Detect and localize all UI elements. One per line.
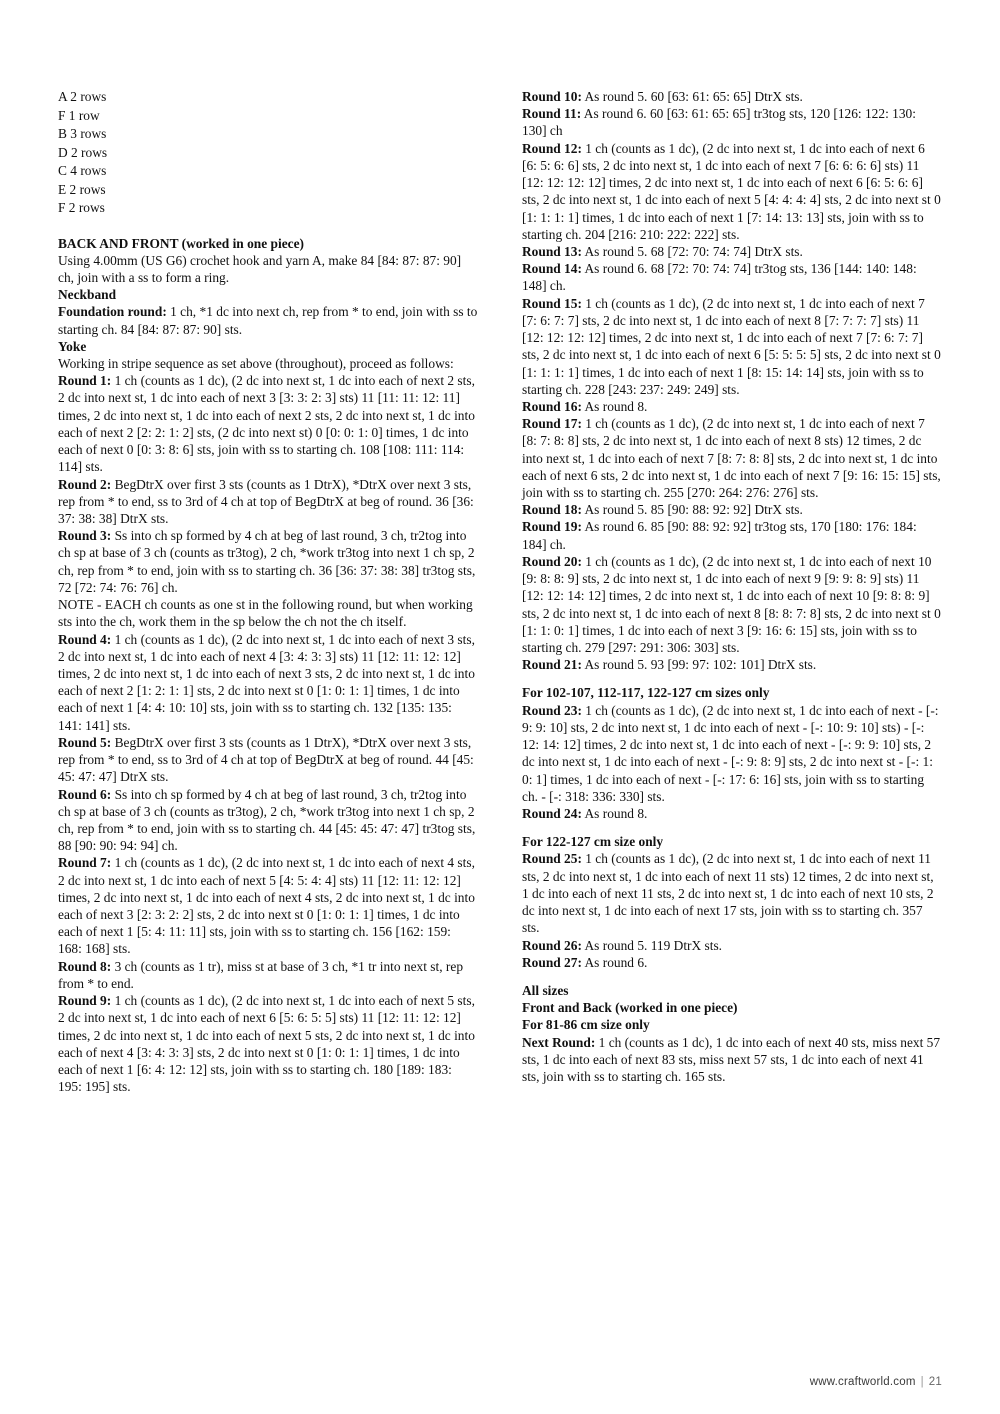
round-label: Round 20: (522, 553, 582, 569)
round-text: As round 6. 85 [90: 88: 92: 92] tr3tog sts, 170 [180: 176: 184: 184] ch. (522, 519, 917, 552)
list-item: F 1 row (58, 107, 100, 123)
round-text: 1 ch (counts as 1 dc), (2 dc into next st, 1 dc into each of next 10 [9: 8: 8: 9] sts, 2 dc into next st, 1 dc into each of next 9 [9: 9: 8: 9] sts) 11 [12: 12: 14: 12] times, 2 dc into next st, 1 dc into each of next 10 [9: 8: 8: 9] sts, 2 dc into next st, 1 dc into each of next 8 [8: 8: 7: 8] sts, 2 dc into next st 0 [1: 1: 0: 1] times, 1 dc into each of next 3 [9: 16: 6: 15] sts, join with ss to starting ch. 279 [297: 291: 306: 303] sts. (522, 553, 941, 655)
round-text: 1 ch (counts as 1 dc), (2 dc into next st, 1 dc into each of next 2 sts, 2 dc into next st, 1 dc into each of next 3 [3: 3: 2: 3] sts) 11 [11: 11: 12: 11] times, 2 dc into next st, 1 dc into each of next 2 sts, 2 dc into next st, 1 dc into each of next 2 [2: 2: 1: 2] sts, (2 dc into next st) 0 [0: 0: 1: 0] times, 1 dc into each of next 0 [0: 3: 8: 6] sts, join with ss to starting ch. 108 [108: 111: 114: 114] sts. (58, 373, 475, 475)
round-label: Round 23: (522, 702, 582, 718)
round-text: 1 ch (counts as 1 dc), (2 dc into next st, 1 dc into each of next 11 sts, 2 dc into next st, 1 dc into each of next 11 sts) 12 times, 2 dc into next st, 1 dc into each of next 11 sts, 2 dc into next st, 1 dc into each of next 10 sts, 2 dc into next st, 1 dc into each of next 17 sts, join with ss to starting ch. 357 sts. (522, 851, 934, 936)
list-item: B 3 rows (58, 126, 107, 141)
round-paragraph (522, 518, 942, 552)
round-text: Ss into ch sp formed by 4 ch at beg of last round, 3 ch, tr2tog into ch sp at base of 3 ch (counts as tr3tog), 2 ch, *work tr3tog into next 1 ch sp, 2 ch, rep from * to end, join with ss to starting ch. 36 [36: 37: 38: 38] tr3tog sts, 72 [72: 74: 76: 76] ch. (58, 528, 476, 595)
heading-front-and-back: Front and Back (worked in one piece) (522, 1000, 738, 1016)
round-label: Round 26: (522, 937, 582, 953)
round-paragraph (522, 295, 942, 398)
round-text: As round 5. 60 [63: 61: 65: 65] DtrX sts. (581, 89, 803, 104)
heading-back-and-front: BACK AND FRONT (worked in one piece) (58, 235, 304, 251)
round-paragraph (522, 398, 942, 415)
round-label: Round 4: (58, 631, 112, 647)
round-paragraph (522, 553, 942, 656)
round-paragraph (58, 527, 478, 596)
round-paragraph (522, 260, 942, 294)
round-label: Round 8: (58, 958, 112, 974)
heading-yoke: Yoke (58, 338, 87, 354)
round-text: As round 5. 85 [90: 88: 92: 92] DtrX sts. (581, 502, 803, 518)
round-label: Round 11: (522, 106, 582, 122)
round-paragraph (58, 786, 478, 855)
round-label: Round 17: (522, 416, 582, 432)
stripe-sequence-list (58, 88, 478, 218)
heading-size-122-127: For 122-127 cm size only (522, 834, 664, 850)
round-text: As round 5. 119 DtrX sts. (581, 937, 723, 953)
list-item: E 2 rows (58, 181, 106, 197)
round-label: Round 5: (58, 734, 112, 750)
round-paragraph (58, 992, 478, 1095)
list-item: A 2 rows (58, 89, 107, 104)
round-text: BegDtrX over first 3 sts (counts as 1 DtrX), *DtrX over next 3 sts, rep from * to end, ss to 3rd of 4 ch at top of BegDtrX at beg of round. 44 [45: 45: 47: 47] DtrX sts. (58, 734, 474, 785)
round-text: 1 ch (counts as 1 dc), (2 dc into next st, 1 dc into each of next 3 sts, 2 dc into next st, 1 dc into each of next 4 [3: 4: 3: 3] sts) 11 [12: 11: 12: 12] times, 2 dc into next st, 1 dc into each of next 3 sts, 2 dc into next st, 1 dc into each of next 2 [1: 2: 1: 1] sts, 2 dc into next st 0 [1: 0: 1: 1] times, 1 dc into each of next 1 [4: 4: 10: 10] sts, join with ss to starting ch. 132 [135: 135: 141: 141] sts. (58, 631, 475, 733)
round-label: Round 24: (522, 805, 582, 821)
round-paragraph (522, 88, 942, 105)
round-label: Round 12: (522, 140, 582, 156)
heading-sizes-102-127: For 102-107, 112-117, 122-127 cm sizes only (522, 685, 770, 701)
round-label: Round 18: (522, 502, 582, 518)
round-paragraph (522, 140, 942, 243)
list-item: F 2 rows (58, 200, 105, 215)
round-label: Round 6: (58, 786, 112, 802)
round-label: Round 7: (58, 855, 112, 871)
foundation-round-paragraph (58, 303, 478, 337)
round-text: As round 5. 68 [72: 70: 74: 74] DtrX sts. (581, 243, 803, 259)
round-text: As round 5. 93 [99: 97: 102: 101] DtrX sts. (581, 657, 817, 673)
round-label: Round 3: (58, 528, 112, 544)
footer-website[interactable]: www.craftworld.com (809, 1376, 916, 1388)
round-text: 1 ch (counts as 1 dc), (2 dc into next st, 1 dc into each of next 6 [6: 5: 6: 6] sts, 2 dc into next st, 1 dc into each of next 7 [6: 6: 6: 6] sts) 11 [12: 12: 12: 12] times, 2 dc into next st, 1 dc into each of next 6 [6: 5: 6: 6] sts, 2 dc into next st, 1 dc into each of next 5 [4: 4: 4: 4] sts, 2 dc into next st 0 [1: 1: 1: 1] times, 1 dc into each of next 1 [7: 14: 13: 13] sts, join with ss to starting ch. 204 [216: 210: 222: 222] sts. (522, 140, 941, 242)
left-column (58, 88, 478, 1095)
round-paragraph (522, 415, 942, 501)
round-text: As round 6. (581, 954, 648, 970)
list-item: C 4 rows (58, 163, 107, 178)
note-paragraph: NOTE - EACH ch counts as one st in the following round, but when working sts into the ch, work them in the sp below the ch not the ch itself. (58, 597, 473, 630)
round-label: Round 15: (522, 295, 582, 311)
next-round-paragraph (522, 1034, 942, 1086)
round-text: BegDtrX over first 3 sts (counts as 1 DtrX), *DtrX over next 3 sts, rep from * to end, ss to 3rd of 4 ch at top of BegDtrX at beg of round. 36 [36: 37: 38: 38] DtrX sts. (58, 476, 474, 526)
round-paragraph (58, 958, 478, 992)
footer-separator: | (920, 1376, 924, 1388)
round-text: As round 8. (581, 398, 648, 414)
round-label: Round 21: (522, 657, 582, 673)
yoke-intro-paragraph: Working in stripe sequence as set above (throughout), proceed as follows: (58, 356, 454, 372)
round-paragraph (522, 501, 942, 518)
round-paragraph (522, 937, 942, 954)
heading-neckband: Neckband (58, 287, 117, 303)
round-label: Round 1: (58, 373, 112, 389)
list-item: D 2 rows (58, 144, 108, 160)
round-paragraph (522, 702, 942, 805)
intro-paragraph: Using 4.00mm (US G6) crochet hook and yarn A, make 84 [84: 87: 87: 90] ch, join with a ss to form a ring. (58, 252, 462, 285)
round-text: As round 8. (581, 805, 648, 821)
round-paragraph (58, 734, 478, 786)
next-round-text: 1 ch (counts as 1 dc), 1 dc into each of next 40 sts, miss next 57 sts, 1 dc into each of next 83 sts, miss next 57 sts, 1 dc into each of next 41 sts, join with ss to starting ch. 165 sts. (522, 1034, 941, 1085)
round-text: 1 ch (counts as 1 dc), (2 dc into next st, 1 dc into each of next 4 sts, 2 dc into next st, 1 dc into each of next 5 [4: 5: 4: 4] sts) 11 [12: 11: 12: 12] times, 2 dc into next st, 1 dc into each of next 4 sts, 2 dc into next st, 1 dc into each of next 3 [2: 3: 2: 2] sts, 2 dc into next st 0 [1: 0: 1: 1] times, 1 dc into each of next 1 [5: 4: 11: 11] sts, join with ss to starting ch. 156 [162: 159: 168: 168] sts. (58, 855, 475, 957)
round-text: As round 6. 60 [63: 61: 65: 65] tr3tog sts, 120 [126: 122: 130: 130] ch (522, 106, 916, 139)
round-text: Ss into ch sp formed by 4 ch at beg of last round, 3 ch, tr2tog into ch sp at base of 3 ch (counts as tr3tog), 2 ch, *work tr3tog into next 1 ch sp, 2 ch, rep from * to end, join with ss to starting ch. 44 [45: 45: 47: 47] tr3tog sts, 88 [90: 90: 94: 94] ch. (58, 786, 476, 854)
round-paragraph (58, 372, 478, 475)
round-text: As round 6. 68 [72: 70: 74: 74] tr3tog sts, 136 [144: 140: 148: 148] ch. (522, 261, 917, 294)
round-paragraph (522, 243, 942, 260)
round-paragraph (522, 656, 942, 673)
round-paragraph (58, 631, 478, 734)
foundation-round-text: 1 ch, *1 dc into next ch, rep from * to end, join with ss to starting ch. 84 [84: 87: 87: 90] sts. (58, 304, 478, 337)
round-paragraph (58, 854, 478, 957)
heading-all-sizes: All sizes (522, 982, 569, 998)
round-paragraph (522, 954, 942, 971)
round-text: 3 ch (counts as 1 tr), miss st at base of 3 ch, *1 tr into next st, rep from * to end. (58, 958, 464, 991)
round-label: Round 25: (522, 851, 582, 867)
two-column-layout (58, 88, 942, 1095)
foundation-round-label: Foundation round: (58, 304, 167, 320)
page-footer (810, 1376, 942, 1388)
round-paragraph (522, 105, 942, 139)
round-text: 1 ch (counts as 1 dc), (2 dc into next st, 1 dc into each of next 5 sts, 2 dc into next st, 1 dc into each of next 6 [5: 6: 5: 5] sts) 11 [12: 11: 12: 12] times, 2 dc into next st, 1 dc into each of next 5 sts, 2 dc into next st, 1 dc into each of next 4 [3: 4: 3: 3] sts, 2 dc into next st 0 [1: 0: 1: 1] times, 1 dc into each of next 1 [6: 4: 12: 12] sts, join with ss to starting ch. 180 [189: 183: 195: 195] sts. (58, 993, 475, 1095)
next-round-label: Next Round: (522, 1034, 596, 1050)
round-label: Round 14: (522, 261, 582, 277)
round-label: Round 13: (522, 243, 582, 259)
round-label: Round 19: (522, 519, 582, 535)
round-text: 1 ch (counts as 1 dc), (2 dc into next st, 1 dc into each of next 7 [8: 7: 8: 8] sts, 2 dc into next st, 1 dc into each of next 8 sts) 12 times, 2 dc into next st, 1 dc into each of next 7 [8: 7: 8: 8] sts, 2 dc into next st, 1 dc into each of next 6 sts, 2 dc into next st, 1 dc into each of next 7 [9: 16: 15: 15] sts, join with ss to starting ch. 255 [270: 264: 276: 276] sts. (522, 416, 941, 501)
round-paragraph (522, 850, 942, 936)
round-label: Round 2: (58, 476, 112, 492)
right-column (522, 88, 942, 1085)
round-label: Round 16: (522, 398, 582, 414)
round-label: Round 10: (522, 89, 582, 104)
round-text: 1 ch (counts as 1 dc), (2 dc into next st, 1 dc into each of next 7 [7: 6: 7: 7] sts, 2 dc into next st, 1 dc into each of next 8 [7: 7: 7: 7] sts) 11 [12: 12: 12: 12] times, 2 dc into next st, 1 dc into each of next 7 [7: 6: 7: 7] sts, 2 dc into next st, 1 dc into each of next 6 [5: 5: 5: 5] sts, 2 dc into next st 0 [1: 1: 1: 1] times, 1 dc into each of next 1 [8: 15: 14: 14] sts, join with ss to starting ch. 228 [243: 237: 249: 249] sts. (522, 295, 941, 397)
heading-size-81-86: For 81-86 cm size only (522, 1017, 650, 1033)
round-label: Round 27: (522, 954, 582, 970)
round-paragraph (58, 476, 478, 528)
footer-page-number: 21 (928, 1376, 942, 1388)
round-label: Round 9: (58, 993, 112, 1009)
round-paragraph (522, 805, 942, 822)
round-text: 1 ch (counts as 1 dc), (2 dc into next st, 1 dc into each of next - [-: 9: 9: 10] sts, 2 dc into next st, 1 dc into each of next - [-: 10: 9: 10] sts) - [-: 12: 14: 12] times, 2 dc into next st, 1 dc into each of next - [-: 9: 9: 10] sts, 2 dc into next st, 1 dc into each of next - [-: 9: 8: 9] sts, 2 dc into next st - [-: 1: 0: 1] times, 1 dc into each of next - [-: 17: 6: 16] sts, join with ss to starting ch. - [-: 318: 336: 330] sts. (522, 702, 939, 804)
